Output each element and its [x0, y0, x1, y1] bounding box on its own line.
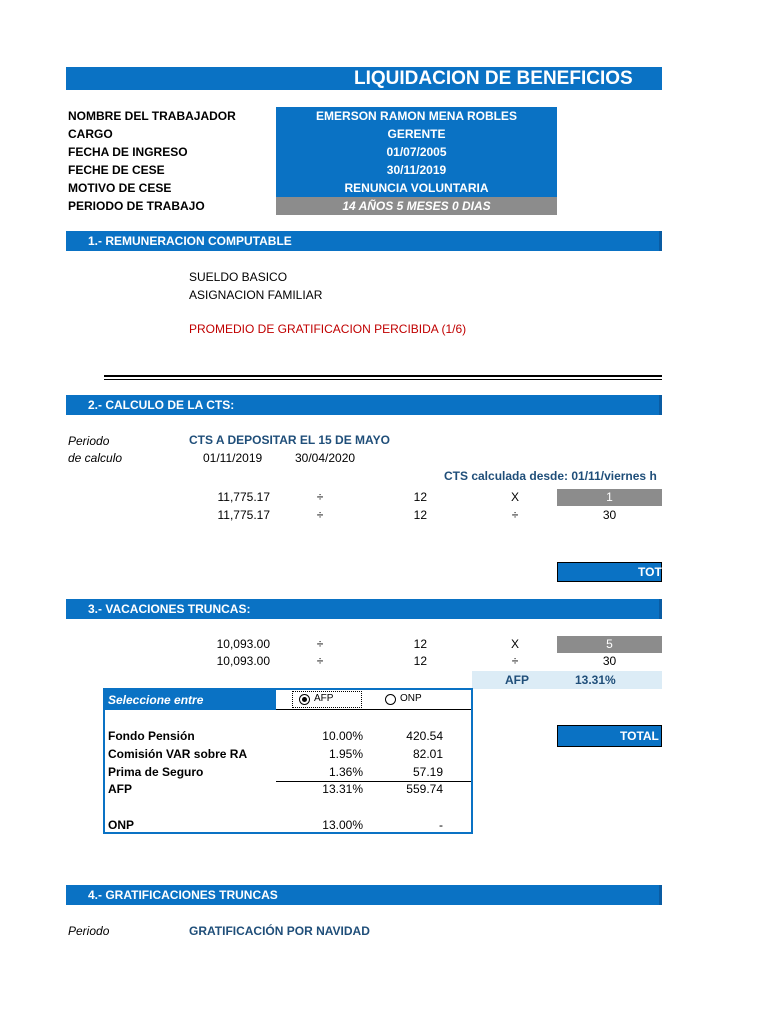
grat-title: GRATIFICACIÓN POR NAVIDAD: [189, 924, 370, 938]
pension-row1-label: Fondo Pensión: [108, 729, 195, 743]
vac-row1-div: 12: [413, 637, 427, 651]
cts-total-label: TOT: [638, 565, 662, 579]
cts-row2-val: 30: [602, 508, 617, 522]
pension-onp-pct: 13.00%: [322, 818, 363, 832]
cts-row1-val: 1: [557, 489, 662, 506]
cts-row2-base: 11,775.17: [217, 508, 270, 522]
vac-afp-pct: 13.31%: [575, 673, 616, 687]
cts-row2-op2: ÷: [511, 508, 519, 522]
cts-title: CTS A DEPOSITAR EL 15 DE MAYO: [189, 433, 390, 447]
section-cts: [66, 395, 662, 415]
value-periodo: 14 AÑOS 5 MESES 0 DIAS: [276, 197, 557, 215]
seleccione-label: Seleccione entre: [108, 693, 204, 707]
pension-afp-amt: 559.74: [406, 782, 443, 796]
pension-header-rule: [276, 709, 471, 710]
vac-total-label: TOTAL V: [620, 729, 671, 743]
section-gratificaciones-label: 4.- GRATIFICACIONES TRUNCAS: [88, 888, 278, 902]
radio-afp-label: AFP: [314, 693, 334, 704]
vac-row2-op1: ÷: [316, 654, 324, 668]
pension-header: [105, 690, 276, 710]
pension-row3-label: Prima de Seguro: [108, 765, 204, 779]
double-rule: [104, 375, 662, 380]
section-vacaciones-label: 3.- VACACIONES TRUNCAS:: [88, 602, 251, 616]
label-nombre: NOMBRE DEL TRABAJADOR: [68, 109, 236, 123]
section-remuneracion-label: 1.- REMUNERACION COMPUTABLE: [88, 234, 292, 248]
pension-box: [103, 688, 473, 834]
vac-row2-op2: ÷: [511, 654, 519, 668]
page-title: LIQUIDACION DE BENEFICIOS: [354, 68, 633, 89]
grat-periodo-label: Periodo: [68, 924, 110, 938]
pension-row3-pct: 1.36%: [328, 765, 363, 779]
promedio-gratificacion-label: PROMEDIO DE GRATIFICACION PERCIBIDA (1/6): [189, 322, 467, 336]
title-bar: [66, 67, 662, 90]
cts-total-box: [557, 562, 662, 582]
cts-row1-op1: ÷: [316, 490, 324, 504]
cts-fecha-inicio: 01/11/2019: [203, 451, 263, 465]
value-cargo: GERENTE: [276, 125, 557, 143]
pension-row3-amt: 57.19: [412, 765, 443, 779]
vac-row1-base: 10,093.00: [216, 637, 270, 651]
cts-row1-base: 11,775.17: [217, 490, 270, 504]
label-motivo: MOTIVO DE CESE: [68, 181, 172, 195]
asignacion-familiar-label: ASIGNACION FAMILIAR: [189, 288, 323, 302]
value-nombre: EMERSON RAMON MENA ROBLES: [276, 107, 557, 125]
vac-row2-val: 30: [602, 654, 617, 668]
cts-fecha-fin: 30/04/2020: [295, 451, 356, 465]
value-fecha-ingreso: 01/07/2005: [276, 143, 557, 161]
radio-afp-outline: [292, 691, 362, 708]
cts-de-calculo-label: de calculo: [68, 451, 123, 465]
pension-row1-pct: 10.00%: [322, 729, 363, 743]
vac-row2-div: 12: [413, 654, 427, 668]
vac-row1-op2: X: [510, 637, 519, 651]
label-cargo: CARGO: [68, 127, 113, 141]
section-vacaciones: [66, 599, 662, 619]
radio-onp-label: ONP: [400, 693, 422, 704]
cts-calculada-desde: CTS calculada desde: 01/11/viernes h: [444, 469, 657, 483]
radio-onp-icon: [385, 694, 396, 705]
pension-row1-amt: 420.54: [406, 729, 443, 743]
pension-row2-pct: 1.95%: [328, 747, 363, 761]
value-motivo: RENUNCIA VOLUNTARIA: [276, 179, 557, 197]
cts-row2-div: 12: [413, 508, 427, 522]
section-remuneracion: [66, 231, 662, 251]
pension-afp-label: AFP: [108, 782, 132, 796]
vac-afp-cell: [472, 671, 662, 689]
pension-onp-amt: -: [439, 818, 443, 832]
cts-periodo-label: Periodo: [68, 434, 110, 448]
label-fecha-ingreso: FECHA DE INGRESO: [68, 145, 188, 159]
cts-row1-op2: X: [510, 490, 519, 504]
sueldo-basico-label: SUELDO BASICO: [189, 270, 288, 284]
label-periodo: PERIODO DE TRABAJO: [68, 199, 205, 213]
label-fecha-cese: FECHE DE CESE: [68, 163, 165, 177]
vac-total-box: [557, 725, 671, 747]
pension-onp-label: ONP: [108, 818, 135, 832]
pension-row2-label: Comisión VAR sobre RA: [108, 747, 248, 761]
section-cts-label: 2.- CALCULO DE LA CTS:: [88, 398, 235, 412]
pension-row2-amt: 82.01: [412, 747, 443, 761]
vac-afp-label: AFP: [505, 673, 529, 687]
cts-row2-op1: ÷: [316, 508, 324, 522]
value-fecha-cese: 30/11/2019: [276, 161, 557, 179]
vac-row1-val: 5: [557, 636, 662, 653]
pension-afp-pct: 13.31%: [322, 782, 363, 796]
cts-row1-div: 12: [413, 490, 427, 504]
vac-row2-base: 10,093.00: [216, 654, 270, 668]
section-gratificaciones: [66, 885, 662, 905]
vac-row1-op1: ÷: [316, 637, 324, 651]
